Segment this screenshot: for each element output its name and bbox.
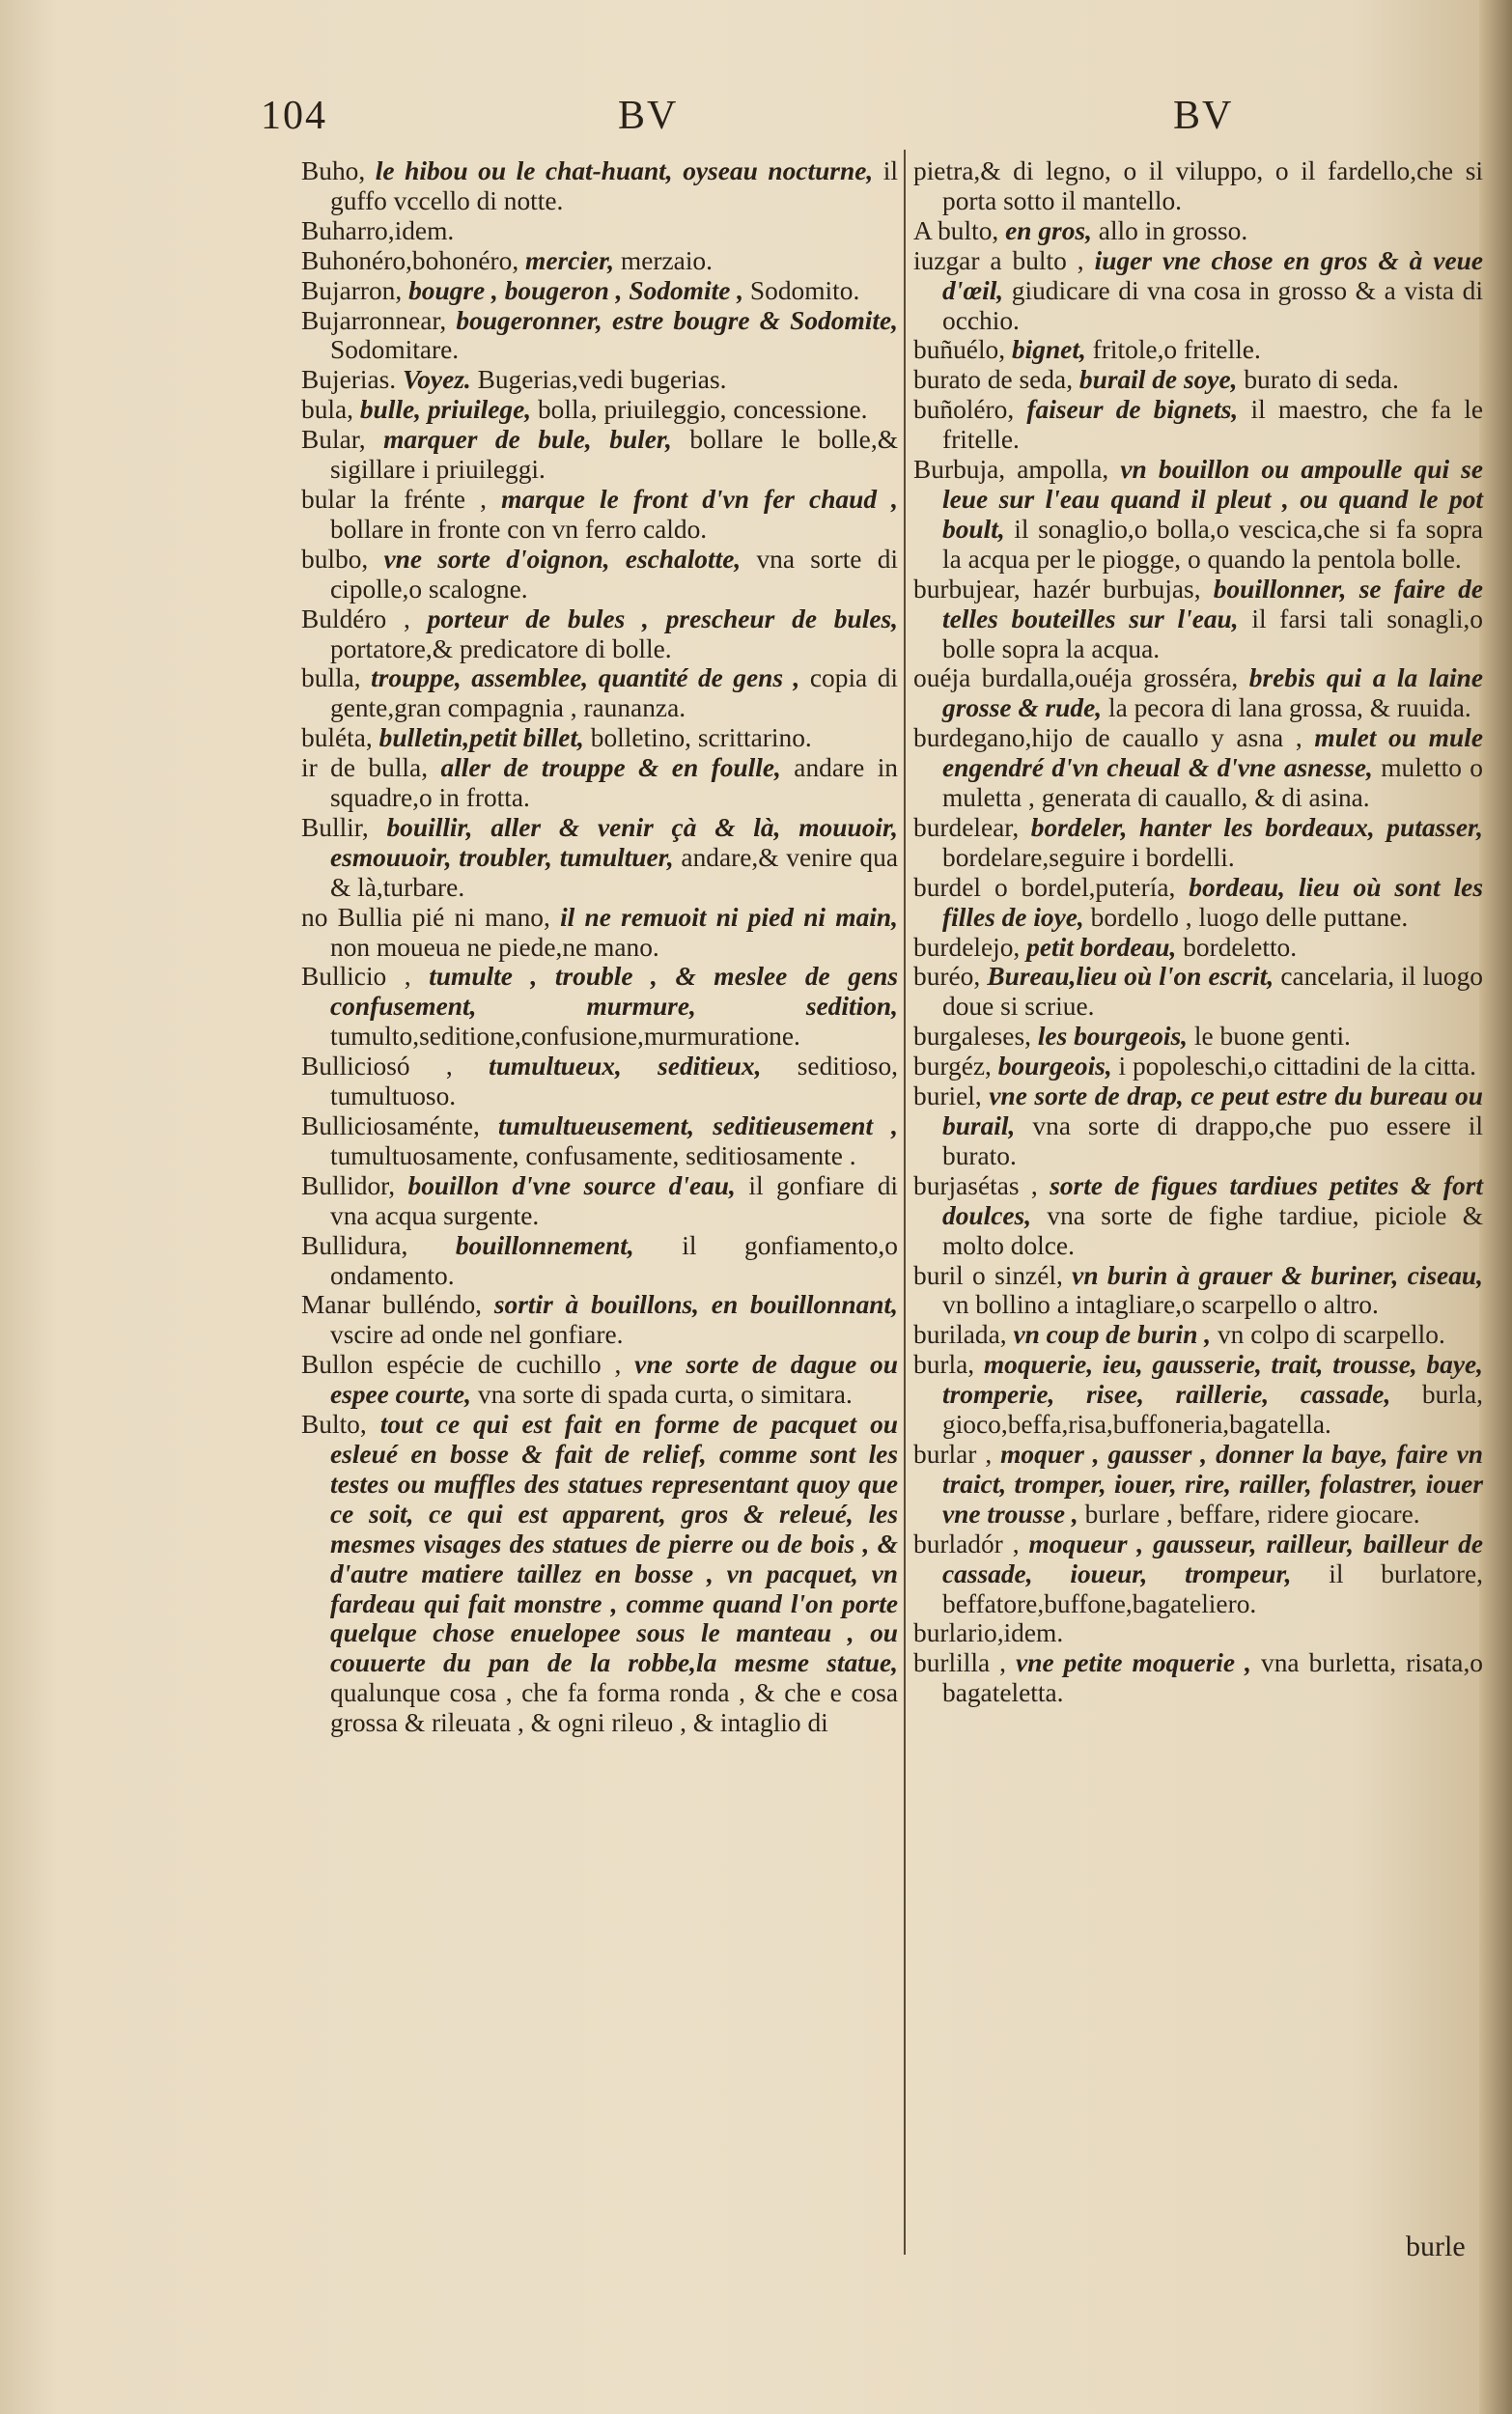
page-number: 104 [261,94,327,138]
gloss-french: tumultueusement, seditieusement , [497,1111,898,1140]
gloss-french: moquerie, ieu, gausserie, trait, trousse, baye, tromperie, risee, raillerie, cassade, [942,1350,1483,1410]
headword-spanish: ouéja burdalla,ouéja grosséra, [913,663,1249,693]
headword-spanish: buréo, [913,962,988,992]
dictionary-entry [913,873,1483,933]
dictionary-entry [913,365,1483,395]
dictionary-entry [913,395,1483,455]
dictionary-entry [301,813,898,903]
gloss-italian: i popoleschi,o cittadini de la citta. [1118,1052,1476,1081]
headword-spanish: iuzgar a bulto , [913,245,1095,275]
gloss-french: bulletin,petit billet, [378,723,591,753]
gloss-italian: il burlatore, beffatore,buffone,bagateliero. [942,1558,1484,1618]
dictionary-entry [913,1261,1483,1321]
gloss-italian: portatore,& predicatore di bolle. [330,633,672,663]
gloss-french: burail de soye, [1078,365,1245,395]
dictionary-entry [301,306,898,366]
headword-spanish: burilada, [913,1320,1014,1350]
headword-spanish: bulbo, [301,544,384,574]
gloss-french: bordeler, hanter les bordeaux, putasser, [1030,812,1483,842]
gloss-french: vn coup de burin , [1013,1320,1218,1350]
gloss-italian: andare,& venire qua & là,turbare. [330,842,898,902]
dictionary-entry [301,1350,898,1410]
gloss-french: iuger vne chose en gros & à veue d'œil, [942,245,1484,305]
headword-spanish: Bulto, [301,1410,380,1440]
headword-spanish: Bullicio , [301,962,430,992]
headword-spanish: Bujarronnear, [301,305,457,335]
dictionary-entry [913,962,1483,1022]
gloss-french: bouillonner, se faire de telles bouteilles sur l'eau, [942,574,1483,633]
gloss-french: sorte de figues tardiues petites & fort doulces, [942,1170,1483,1230]
headword-spanish: Buharro,idem. [301,215,455,245]
headword-spanish: burdelear, [913,812,1031,842]
gloss-italian: vna sorte di spada curta, o simitara. [477,1380,853,1410]
gloss-french: aller de trouppe & en foulle, [440,753,795,783]
gloss-italian: il farsi tali sonagli,o bolle sopra la acqua. [942,604,1483,663]
gloss-french: marque le front d'vn fer chaud , [501,484,898,514]
gloss-italian: allo in grosso. [1098,215,1248,245]
right-running-head: BV [1173,94,1234,138]
gloss-italian: la pecora di lana grossa, & ruuida. [1107,693,1471,723]
gloss-french: sortir à bouillons, en bouillonnant, [493,1290,899,1320]
dictionary-entry [913,1440,1483,1530]
gloss-italian: muletto o muletta , generata di cauallo, & di asina. [942,753,1483,813]
dictionary-entry [301,604,898,664]
dictionary-entry [913,455,1483,575]
headword-spanish: burdegano,hijo de cauallo y asna , [913,723,1315,753]
dictionary-entry [913,1350,1483,1440]
dictionary-entry [301,276,898,306]
gloss-italian: bollare in fronte con vn ferro caldo. [330,514,708,544]
gloss-french: tumultueux, seditieux, [489,1052,798,1081]
gloss-italian: le buone genti. [1193,1022,1351,1052]
gloss-italian: bolletino, scrittarino. [590,723,812,753]
headword-spanish: burlilla , [913,1648,1017,1678]
dictionary-entry [301,395,898,425]
gloss-italian: Sodomito. [749,275,860,305]
gloss-french: mercier, [525,245,621,275]
gloss-french: bougeronner, estre bougre & Sodomite, [456,305,898,335]
dictionary-entry [301,156,898,216]
headword-spanish: no Bullia pié ni mano, [301,902,561,932]
headword-spanish: buñoléro, [913,395,1027,425]
gloss-italian: vna burletta, risata,o bagateletta. [942,1648,1484,1708]
headword-spanish: burlar , [913,1439,1001,1469]
gloss-italian: bollare le bolle,& sigillare i priuileggi. [330,425,898,485]
gloss-french: bulle, priuilege, [359,395,538,425]
headword-spanish: buril o sinzél, [913,1260,1073,1290]
headword-spanish: buléta, [301,723,379,753]
gloss-italian: burato di seda. [1244,365,1399,395]
dictionary-entry [913,1618,1483,1648]
dictionary-entry [301,962,898,1052]
headword-spanish: bular la frénte , [301,484,502,514]
gloss-italian: il guffo vccello di notte. [330,156,898,215]
gloss-french: mulet ou mule engendré d'vn cheual & d'vne asnesse, [942,723,1483,783]
gloss-italian: il sonaglio,o bolla,o vescica,che si fa sopra la acqua per le piogge, o quando la pentola bolle. [942,514,1483,574]
gloss-italian: non moueua ne piede,ne mano. [330,932,659,962]
dictionary-entry [301,753,898,813]
headword-spanish: Bullon espécie de cuchillo , [301,1350,635,1380]
gloss-french: vne sorte d'oignon, eschalotte, [383,544,757,574]
gloss-french: bouillonnement, [455,1230,683,1260]
gloss-french: vne sorte de drap, ce peut estre du bureau ou burail, [942,1081,1483,1140]
dictionary-entry [301,485,898,545]
gloss-french: petit bordeau, [1026,932,1184,962]
dictionary-entry [913,216,1483,246]
gloss-italian: vna sorte de fighe tardiue, piciole & molto dolce. [942,1200,1484,1260]
dictionary-entry [913,156,1483,216]
gloss-italian: qualunque cosa , che fa forma ronda , & che e cosa grossa & rileuata , & ogni rileuo , & intaglio di [330,1678,898,1738]
gloss-french: marquer de bule, buler, [383,425,690,455]
dictionary-entry [301,425,898,485]
headword-spanish: Bular, [301,425,384,455]
dictionary-entry [913,1081,1483,1171]
dictionary-entry [301,1410,898,1738]
gloss-french: trouppe, assemblee, quantité de gens , [371,663,810,693]
gloss-french: en gros, [1005,215,1099,245]
dictionary-entry [913,813,1483,873]
dictionary-entry [913,575,1483,664]
gloss-italian: bordello , luogo delle puttane. [1090,902,1409,932]
headword-spanish: Bullir, [301,812,387,842]
headword-spanish: burgéz, [913,1052,998,1081]
headword-spanish: burlario,idem. [913,1618,1064,1648]
headword-spanish: Burbuja, ampolla, [913,455,1121,485]
headword-spanish: Bulliciosó , [301,1052,490,1081]
headword-spanish: Bullidor, [301,1170,408,1200]
gloss-italian: bolla, priuileggio, concessione. [537,395,868,425]
dictionary-entry [913,1022,1483,1052]
column-rule [904,150,906,2255]
gloss-french: brebis qui a la laine grosse & rude, [942,663,1483,723]
dictionary-entry [913,1171,1483,1261]
headword-spanish: burdelejo, [913,932,1027,962]
dictionary-entry [913,1648,1483,1708]
gloss-french: vne sorte de dague ou espee courte, [330,1350,898,1410]
dictionary-entry [913,1530,1483,1619]
gloss-french: Bureau,lieu où l'on escrit, [987,962,1281,992]
headword-spanish: Buhonéro,bohonéro, [301,245,526,275]
dictionary-entry [913,1052,1483,1081]
dictionary-entry [913,723,1483,813]
gloss-french: Voyez. [402,365,478,395]
gloss-italian: Sodomitare. [330,335,460,365]
gloss-italian: Bugerias,vedi bugerias. [477,365,727,395]
left-running-head: BV [618,94,679,138]
gloss-french: le hibou ou le chat-huant, oyseau nocturne, [375,156,883,185]
dictionary-entry [301,663,898,723]
gloss-italian: merzaio. [620,245,713,275]
headword-spanish: bula, [301,395,360,425]
gloss-french: bouillon d'vne source d'eau, [407,1170,749,1200]
gloss-french: bourgeois, [997,1052,1119,1081]
gloss-french: bougre , bougeron , Sodomite , [408,275,750,305]
gloss-italian: seditioso, tumultuoso. [330,1052,898,1111]
headword-spanish: burla, [913,1350,984,1380]
headword-spanish: Bulliciosaménte, [301,1111,498,1140]
dictionary-entry [301,1290,898,1350]
headword-spanish: Bujerias. [301,365,403,395]
gloss-french: vn bouillon ou ampoulle qui se leue sur l'eau quand il pleut , ou quand le pot boult, [942,455,1483,544]
gloss-italian: burlare , beffare, ridere giocare. [1084,1499,1420,1529]
headword-spanish: burbujear, hazér burbujas, [913,574,1214,604]
gloss-french: bouillir, aller & venir çà & là, mouuoir, esmouuoir, troubler, tumultuer, [330,812,898,872]
headword-spanish: burjasétas , [913,1170,1050,1200]
gloss-french: tout ce qui est fait en forme de pacquet ou esleué en bosse & fait de relief, comme sont les testes ou muffles des statues representant quoy que ce soit, ce qui est apparent, gros & releué, les mesmes visages des statues de pierre ou de bois , & d'autre matiere taillez en bosse , vn pacquet, vn fardeau qui fait monstre , comme quand l'on porte quelque chose enuelopee sous le manteau , ou couuerte du pan de la robbe,la mesme statue, [330,1410,899,1678]
gloss-italian: vna sorte di cipolle,o scalogne. [330,544,898,604]
headword-spanish: bulla, [301,663,372,693]
right-column [913,156,1483,1708]
dictionary-entry [913,1320,1483,1350]
gloss-italian: bordelare,seguire i bordelli. [942,842,1235,872]
dictionary-entry [301,723,898,753]
gloss-french: faiseur de bignets, [1026,395,1251,425]
headword-spanish: burdel o bordel,putería, [913,872,1190,902]
dictionary-entry [913,933,1483,963]
gloss-italian: burla, gioco,beffa,risa,buffoneria,bagatella. [942,1380,1483,1440]
dictionary-entry [301,545,898,604]
gloss-italian: bordeletto. [1183,932,1298,962]
dictionary-entry [913,663,1483,723]
dictionary-entry [301,1171,898,1231]
gloss-french: tumulte , trouble , & meslee de gens confusement, murmure, sedition, [330,962,898,1022]
headword-spanish: burladór , [913,1529,1029,1558]
dictionary-entry [301,246,898,276]
catchword: burle [1406,2231,1466,2262]
headword-spanish: burato de seda, [913,365,1079,395]
running-header [261,93,1506,160]
gloss-italian: cancelaria, il luogo doue si scriue. [942,962,1483,1022]
gloss-french: porteur de bules , prescheur de bules, [427,604,898,633]
gloss-french: vne petite moquerie , [1016,1648,1261,1678]
page-gutter [1479,0,1512,2414]
headword-spanish: Buho, [301,156,376,185]
headword-spanish: buñuélo, [913,335,1012,365]
dictionary-entry [301,1052,898,1111]
headword-spanish: pietra,& di legno, o il viluppo, o il fardello,che si porta sotto il mantello. [913,156,1483,215]
gloss-french: les bourgeois, [1037,1022,1194,1052]
gloss-french: moqueur , gausseur, railleur, bailleur de cassade, ioueur, trompeur, [942,1529,1483,1588]
headword-spanish: ir de bulla, [301,753,441,783]
headword-spanish: A bulto, [913,215,1006,245]
gloss-italian: vna sorte di drappo,che puo essere il burato. [942,1111,1483,1170]
headword-spanish: burgaleses, [913,1022,1038,1052]
dictionary-entry [913,246,1483,336]
gloss-italian: giudicare di vna cosa in grosso & a vista di occhio. [942,275,1483,335]
headword-spanish: buriel, [913,1081,990,1111]
dictionary-entry [301,216,898,246]
gloss-italian: copia di gente,gran compagnia , raunanza. [330,663,899,723]
headword-spanish: Buldéro , [301,604,428,633]
dictionary-entry [301,1231,898,1291]
dictionary-entry [301,365,898,395]
gloss-french: vn burin à grauer & buriner, ciseau, [1072,1260,1483,1290]
gloss-french: bignet, [1011,335,1093,365]
headword-spanish: Manar bulléndo, [301,1290,494,1320]
gloss-italian: il gonfiare di vna acqua surgente. [330,1170,898,1230]
gloss-italian: fritole,o fritelle. [1092,335,1261,365]
gloss-french: bordeau, lieu où sont les filles de ioye, [942,872,1484,932]
headword-spanish: Bullidura, [301,1230,456,1260]
gloss-italian: tumultuosamente, confusamente, seditiosamente . [330,1140,856,1170]
gloss-italian: tumulto,seditione,confusione,murmuratione. [330,1022,800,1052]
dictionary-entry [301,1111,898,1171]
dictionary-entry [913,335,1483,365]
gloss-italian: il gonfiamento,o ondamento. [330,1230,898,1290]
gloss-italian: vn colpo di scarpello. [1217,1320,1445,1350]
headword-spanish: Bujarron, [301,275,409,305]
gloss-italian: il maestro, che fa le fritelle. [942,395,1484,455]
gloss-italian: andare in squadre,o in frotta. [330,753,899,813]
gloss-italian: vn bollino a intagliare,o scarpello o altro. [942,1290,1379,1320]
gloss-italian: vscire ad onde nel gonfiare. [330,1320,624,1350]
dictionary-entry [301,903,898,963]
left-column [301,156,898,1738]
gloss-french: il ne remuoit ni pied ni main, [560,902,898,932]
gloss-french: moquer , gausser , donner la baye, faire vn traict, tromper, iouer, rire, railler, folastrer, iouer vne trousse , [942,1439,1483,1529]
